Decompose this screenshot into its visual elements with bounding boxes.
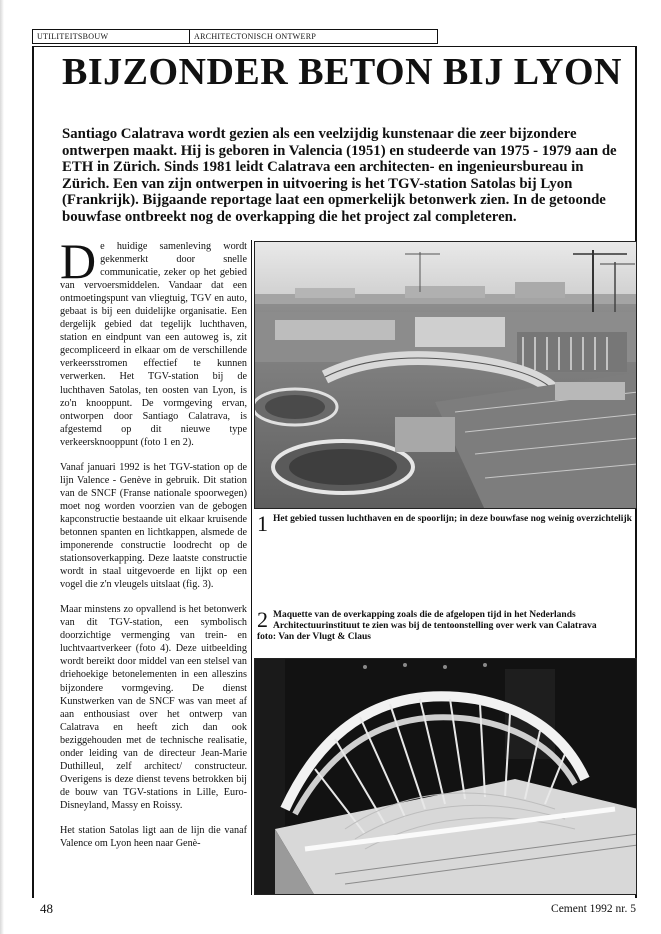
body-paragraph-2: Vanaf januari 1992 is het TGV-station op de lijn Valence - Genève in gebruik. Dit station van de SNCF (Franse nationale spoorwegen) moet nog worden voorzien van de gebogen kapconstructie bestaande uit elkaar kruisende betonnen spanten en lichtkappen, alsmede de imponerende constructie loodrecht op de stationsoverkapping. Deze laatste constructie wordt in staal uitgevoerde en lijkt op een vogel die z'n vleugels uitslaat (fig. 3). [60,461,247,591]
maquette-image [255,659,637,895]
construction-site-image [255,242,637,509]
caption-2-number: 2 [257,607,268,632]
article-title: BIJZONDER BETON BIJ LYON [62,51,622,93]
article-lead: Santiago Calatrava wordt gezien als een veelzijdig kunstenaar die zeer bijzondere ontwerpen maakt. Hij is geboren in Valencia (1951) en studeerde van 1975 - 1979 aan de ETH in Zürich. Sinds 1981 leidt Calatrava een architecten- en ingenieursbureau in Zürich. Een van zijn ontwerpen in uitvoering is het TGV-station Satolas bij Lyon (Frankrijk). Bijgaande reportage laat een opmerkelijk betonwerk zien. In de getoonde bouwfase ontbreekt nog de overkapping die het project zal completeren. [62,126,617,225]
body-paragraph-3: Maar minstens zo opvallend is het betonwerk van dit TGV-station, een symbolisch doorzichtige vermenging van trein- en luchtvaartverkeer (foto 4). Deze uitbeelding wordt bereikt door middel van een stelsel van driehoekige betonelementen in een alleszins bijzondere vormgeving. De dienst Kunstwerken van de SNCF was van meet af aan enthousiast over het ontwerp van Calatrava en heeft zich dan ook beziggehouden met de technische realisatie, onder leiding van de directeur Jean-Marie Duthilleul, zelf architect/ constructeur. Overigens is deze dienst tevens betrokken bij de bouw van TGV-stations in Lille, Euro-Disneyland, Massy en Roissy. [60,604,247,811]
caption-1-text: Het gebied tussen luchthaven en de spoorlijn; in deze bouwfase nog weinig overzichtelijk [273,514,632,524]
body-column [60,233,247,862]
body-paragraph-4: Het station Satolas ligt aan de lijn die vanaf Valence om Lyon heen naar Genè- [60,824,247,850]
drop-cap: D [60,233,97,289]
page-number: 48 [40,901,53,916]
caption-2-text: Maquette van de overkapping zoals die de afgelopen tijd in het Nederlands Architectuurinstituut te zien was bij de tentoonstelling over werk van Calatrava [273,610,597,631]
publication-info: Cement 1992 nr. 5 [551,903,636,915]
section-tab-architectonisch-ontwerp: ARCHITECTONISCH ONTWERP [194,32,317,41]
column-divider [251,240,252,895]
photo-construction-site [254,241,637,509]
body-paragraph-1 [60,233,247,449]
body-paragraph-1-text: e huidige samenleving wordt gekenmerkt door snelle communicatie, zeker op het gebied van vervoersmiddelen. Vandaar dat een ontmoetingspunt van vliegtuig, TGV en auto, gebaat is bij een duidelijke organisatie. Een dergelijk gebied dat tegelijk luchthaven, station en eindpunt van een autoweg is, zit gecompliceerd in elkaar om de verschillende verkeersstromen effectief te kunnen verwerken. Het TGV-station bij de luchthaven Satolas, ten oosten van Lyon, is zo'n knooppunt. De vormgeving ervan, ontworpen door Santiago Calatrava, is afgestemd op dit nieuwe type verkeersknooppunt (foto 1 en 2). [60,241,247,448]
caption-1-number: 1 [257,511,268,536]
section-tabs [32,29,438,44]
section-tab-utiliteitsbouw: UTILITEITSBOUW [33,30,190,43]
photo-maquette [254,658,637,895]
caption-2-credit: foto: Van der Vlugt & Claus [257,632,371,642]
caption-photo-1 [257,511,632,536]
scan-edge [0,0,4,934]
caption-photo-2 [257,607,632,643]
